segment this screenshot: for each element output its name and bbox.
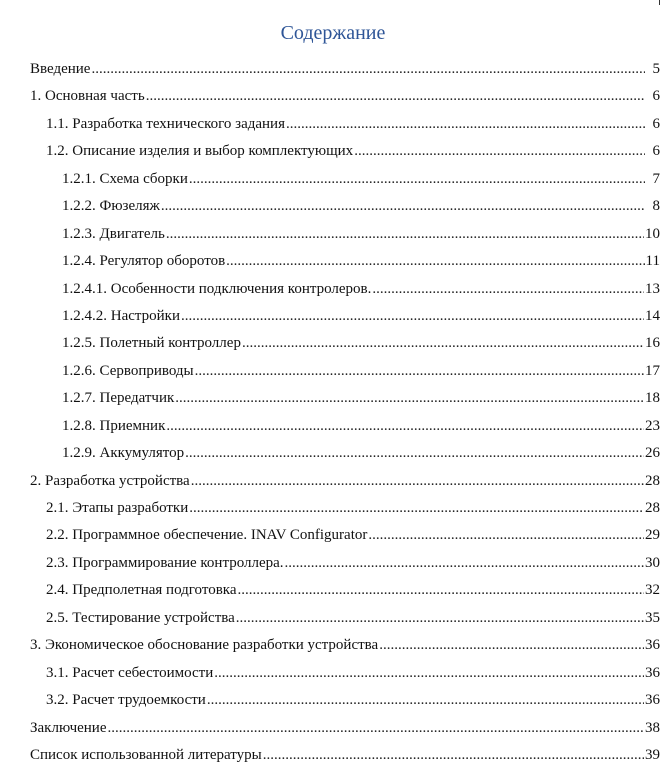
toc-leader xyxy=(175,387,644,409)
toc-entry-label: 2.1. Этапы разработки xyxy=(46,500,189,516)
toc-entry-page: 30 xyxy=(645,554,660,571)
toc-entry[interactable] xyxy=(30,140,660,167)
toc-leader xyxy=(263,744,644,766)
toc-leader xyxy=(214,662,644,684)
toc-entry-page: 36 xyxy=(645,664,660,681)
toc-entry-page: 7 xyxy=(652,170,660,187)
toc-entry[interactable] xyxy=(30,662,660,689)
toc-entry-label: 1. Основная часть xyxy=(30,88,145,105)
toc-entry[interactable] xyxy=(30,360,660,387)
toc-entry-page: 29 xyxy=(645,527,660,544)
toc-entry[interactable] xyxy=(30,579,660,606)
toc-leader xyxy=(91,58,645,80)
toc-title: Содержание xyxy=(280,22,386,44)
toc-leader xyxy=(191,470,644,492)
toc-entry-page: 13 xyxy=(645,280,660,297)
toc-entry-label: 1.2.9. Аккумулятор xyxy=(62,445,185,462)
toc-entry-page: 5 xyxy=(652,61,660,77)
toc-entry[interactable] xyxy=(30,223,660,250)
toc-entry-label: Список использованной литературы xyxy=(30,746,262,763)
toc-entry-page: 28 xyxy=(645,472,660,489)
toc-entry-page: 16 xyxy=(645,335,660,352)
toc-entry-label: 1.2. Описание изделия и выбор комплектующих xyxy=(46,143,354,160)
toc-leader xyxy=(368,524,644,546)
toc-entry-label: 2.3. Программирование контроллера. xyxy=(46,554,284,571)
toc-entry-label: 1.2.3. Двигатель xyxy=(62,225,165,242)
toc-entry-label: 2. Разработка устройства xyxy=(30,472,190,489)
toc-entry-label: 1.2.4.1. Особенности подключения контролеров. xyxy=(62,280,372,297)
toc-entry-page: 36 xyxy=(645,692,660,709)
toc-leader xyxy=(189,168,645,190)
toc-entry-label: 1.1. Разработка технического задания xyxy=(46,115,285,132)
toc-entry[interactable] xyxy=(30,607,660,634)
toc-entry-page: 23 xyxy=(645,417,660,434)
toc-entry-page: 35 xyxy=(645,609,660,626)
toc-entry-page: 8 xyxy=(652,198,660,215)
toc-leader xyxy=(285,552,644,574)
toc-entry-label: Введение xyxy=(30,61,91,77)
toc-entry-page: 6 xyxy=(652,143,660,160)
page-corner-mark xyxy=(659,0,660,5)
toc-entry[interactable] xyxy=(30,332,660,359)
toc-entry-page: 17 xyxy=(645,362,660,379)
toc-entry[interactable] xyxy=(30,634,660,661)
toc-entry-label: 1.2.5. Полетный контроллер xyxy=(62,335,241,352)
toc-entry[interactable] xyxy=(30,387,660,414)
toc-entry[interactable] xyxy=(30,442,660,469)
toc-entry[interactable] xyxy=(30,113,660,140)
toc-entry-page: 26 xyxy=(645,445,660,462)
toc-entry-label: 2.5. Тестирование устройства xyxy=(46,609,235,626)
toc-leader xyxy=(146,85,645,107)
toc-leader xyxy=(242,332,644,354)
toc-entry[interactable] xyxy=(30,58,660,85)
toc-entry[interactable] xyxy=(30,168,660,195)
toc-entry[interactable] xyxy=(30,415,660,442)
toc-entry[interactable] xyxy=(30,250,660,277)
toc-leader xyxy=(166,223,644,245)
toc-entry-page: 38 xyxy=(645,719,660,736)
toc-entry[interactable] xyxy=(30,744,660,771)
toc-entry-label: 1.2.2. Фюзеляж xyxy=(62,198,160,215)
toc-entry-page: 39 xyxy=(645,746,660,763)
toc-entry-label: 1.2.8. Приемник xyxy=(62,417,166,434)
toc-leader xyxy=(238,579,644,601)
toc-entry-label: 1.2.4. Регулятор оборотов xyxy=(62,253,226,270)
toc-leader xyxy=(161,195,645,217)
toc-entry-page: 6 xyxy=(652,88,660,105)
toc-entry[interactable] xyxy=(30,195,660,222)
toc-leader xyxy=(226,250,644,272)
toc-leader xyxy=(207,689,644,711)
toc-entry-label: 2.4. Предполетная подготовка xyxy=(46,582,237,599)
toc-entry-label: 2.2. Программное обеспечение. INAV Configurator xyxy=(46,527,368,544)
toc-leader xyxy=(166,415,644,437)
toc-entry[interactable] xyxy=(30,497,660,524)
toc-leader xyxy=(354,140,645,162)
toc-entry-label: 1.2.4.2. Настройки xyxy=(62,307,180,324)
toc-entry[interactable] xyxy=(30,278,660,305)
toc-entry-label: 1.2.6. Сервоприводы xyxy=(62,362,194,379)
toc-leader xyxy=(372,278,644,300)
toc-leader xyxy=(195,360,644,382)
toc-leader xyxy=(185,442,644,464)
toc-entry-page: 32 xyxy=(645,582,660,599)
toc-entry-label: 3. Экономическое обоснование разработки устройства xyxy=(30,637,379,654)
toc-entry-page: 36 xyxy=(645,637,660,654)
toc-leader xyxy=(379,634,644,656)
toc-entry[interactable] xyxy=(30,305,660,332)
toc-leader xyxy=(108,717,645,739)
toc-entry[interactable] xyxy=(30,552,660,579)
toc-leader xyxy=(181,305,644,327)
toc-leader xyxy=(286,113,645,135)
toc-entry-label: Заключение xyxy=(30,719,107,736)
toc-entry[interactable] xyxy=(30,717,660,744)
toc-entry-page: 11 xyxy=(645,253,660,270)
toc-entry-page: 18 xyxy=(645,390,660,407)
toc-entry-label: 3.1. Расчет себестоимости xyxy=(46,664,214,681)
toc-entry-label: 3.2. Расчет трудоемкости xyxy=(46,692,206,709)
toc-entry-page: 10 xyxy=(645,225,660,242)
toc-entry-page: 6 xyxy=(652,115,660,132)
toc-entry-label: 1.2.7. Передатчик xyxy=(62,390,175,407)
table-of-contents xyxy=(30,58,660,771)
toc-entry[interactable] xyxy=(30,85,660,112)
toc-leader xyxy=(236,607,644,629)
toc-entry[interactable] xyxy=(30,470,660,497)
toc-leader xyxy=(189,497,644,519)
toc-entry-page: 28 xyxy=(645,500,660,516)
toc-entry-page: 14 xyxy=(645,307,660,324)
toc-entry-label: 1.2.1. Схема сборки xyxy=(62,170,188,187)
toc-entry[interactable] xyxy=(30,689,660,716)
toc-entry[interactable] xyxy=(30,524,660,551)
